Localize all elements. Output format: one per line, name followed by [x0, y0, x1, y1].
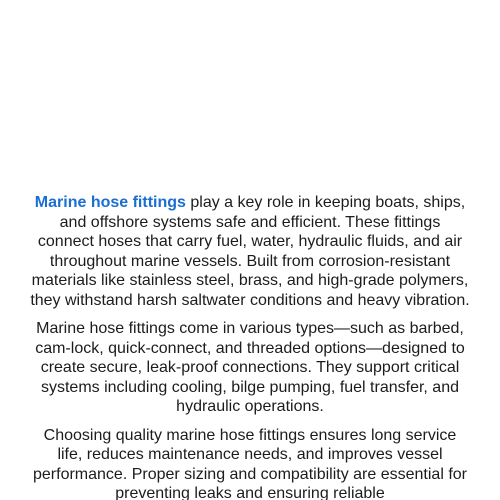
paragraph-intro: [30, 193, 470, 310]
paragraph-types: Marine hose fittings come in various types—such as barbed, cam-lock, quick-connect, and threaded options—designed to create secure, leak-proof connections. They support critical systems including cooling, bilge pumping, fuel transfer, and hydraulic operations.: [35, 320, 465, 415]
marine-hose-fittings-link[interactable]: Marine hose fittings: [34, 194, 186, 211]
paragraph-quality: Choosing quality marine hose fittings ensures long service life, reduces maintenance needs, and improves vessel performance. Proper sizing and compatibility are essential for preventing leaks and ensuring reliable: [33, 426, 467, 500]
article-body: [30, 193, 470, 500]
paragraph-intro-text: play a key role in keeping boats, ships, and offshore systems safe and efficient. These fittings connect hoses that carry fuel, water, hydraulic fluids, and air throughout marine vessels. Built from corrosion-resistant materials like stainless steel, brass, and high-grade polymers, they withstand harsh saltwater conditions and heavy vibration.: [30, 194, 470, 309]
